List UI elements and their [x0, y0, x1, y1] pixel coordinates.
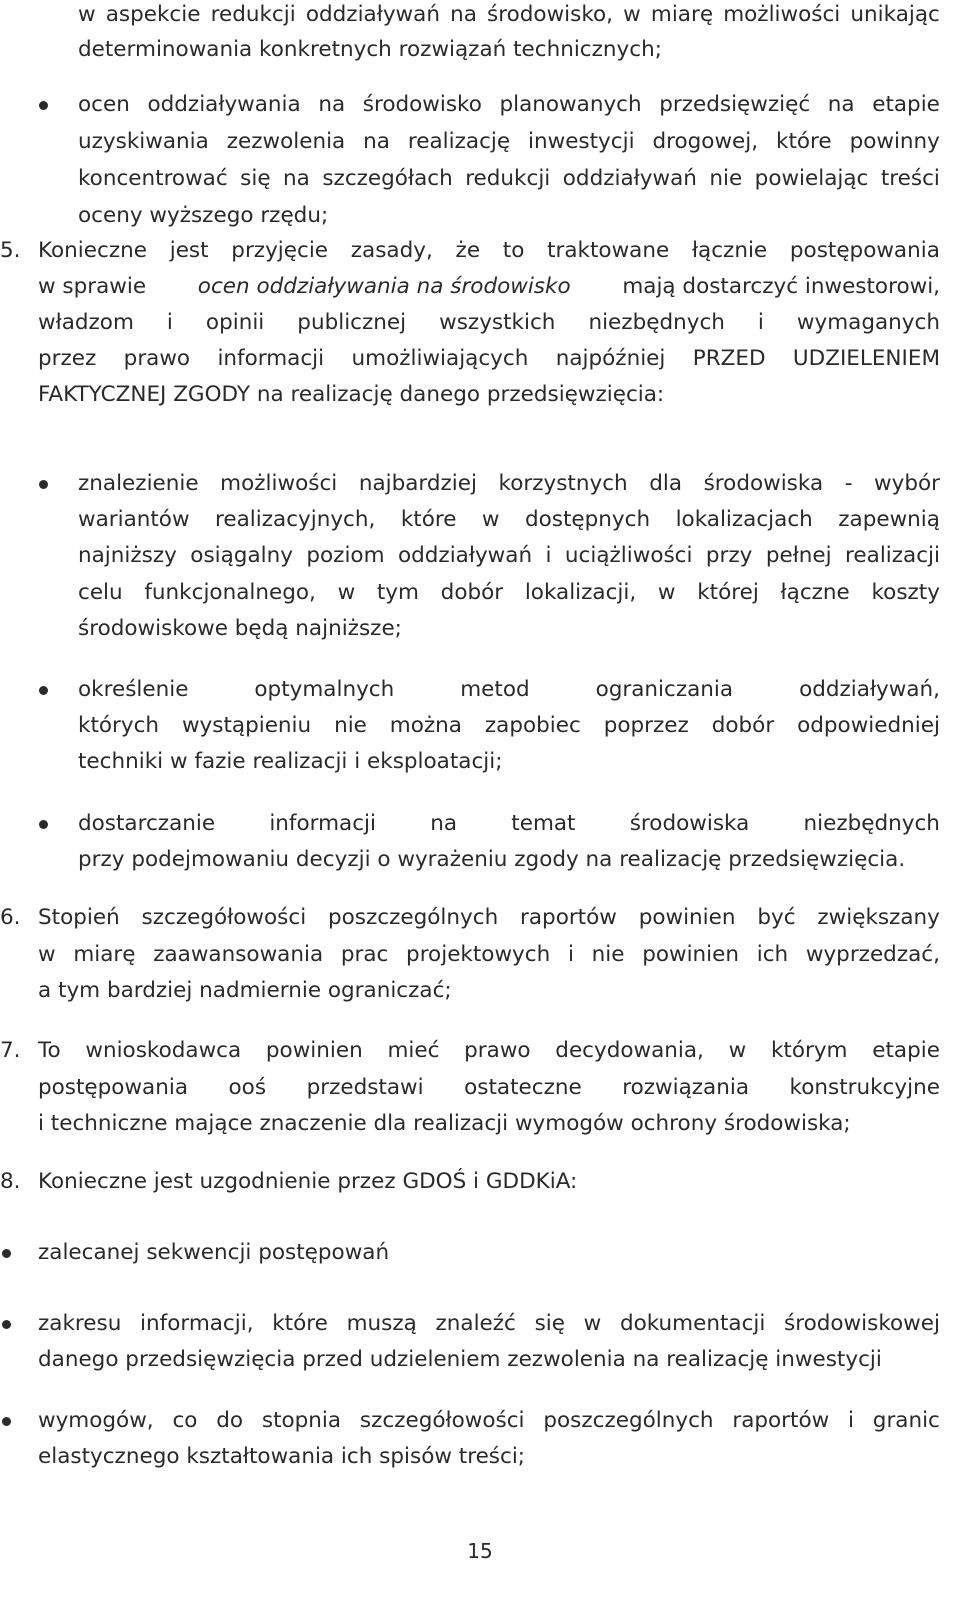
- text-line: środowiskowe będą najniższe;: [78, 616, 402, 641]
- text-run: w sprawie: [38, 274, 147, 299]
- text-line: w miarę zaawansowania prac projektowych i nie powinien ich wyprzedzać,: [38, 942, 940, 967]
- text-run: mają dostarczyć inwestorowi,: [622, 274, 940, 299]
- text-line: koncentrować się na szczegółach redukcji oddziaływań nie powielając treści: [78, 166, 940, 191]
- text-line: postępowania ooś przedstawi ostateczne rozwiązania konstrukcyjne: [38, 1075, 940, 1100]
- text-line: determinowania konkretnych rozwiązań technicznych;: [78, 37, 662, 62]
- bullet-icon: [39, 480, 48, 489]
- text-line: oceny wyższego rzędu;: [78, 203, 329, 228]
- text-line: FAKTYCZNEJ ZGODY na realizację danego przedsięwzięcia:: [38, 382, 665, 407]
- text-line: znalezienie możliwości najbardziej korzystnych dla środowiska - wybór: [78, 471, 940, 496]
- text-line: Stopień szczegółowości poszczególnych raportów powinien być zwiększany: [38, 905, 940, 930]
- text-line: Konieczne jest przyjęcie zasady, że to traktowane łącznie postępowania: [38, 238, 940, 263]
- text-line: przy podejmowaniu decyzji o wyrażeniu zgody na realizację przedsięwzięcia.: [78, 847, 906, 872]
- text-line-with-emphasis: [38, 272, 940, 302]
- bullet-icon: [39, 686, 48, 695]
- text-line: danego przedsięwzięcia przed udzieleniem zezwolenia na realizację inwestycji: [38, 1347, 882, 1372]
- text-line: dostarczanie informacji na temat środowiska niezbędnych: [78, 811, 940, 836]
- text-line: określenie optymalnych metod ograniczania oddziaływań,: [78, 677, 940, 702]
- list-number: 6.: [0, 905, 21, 930]
- text-line: uzyskiwania zezwolenia na realizację inwestycji drogowej, które powinny: [78, 129, 940, 154]
- text-line: a tym bardziej nadmiernie ograniczać;: [38, 978, 452, 1003]
- bullet-icon: [2, 1249, 11, 1258]
- text-line: elastycznego kształtowania ich spisów treści;: [38, 1444, 526, 1469]
- text-line: władzom i opinii publicznej wszystkich niezbędnych i wymaganych: [38, 310, 940, 335]
- list-number: 8.: [0, 1169, 21, 1194]
- emphasis-text: ocen oddziaływania na środowisko: [197, 274, 571, 299]
- text-line: wymogów, co do stopnia szczegółowości poszczególnych raportów i granic: [38, 1408, 940, 1433]
- text-line: ocen oddziaływania na środowisko planowanych przedsięwzięć na etapie: [78, 92, 940, 117]
- text-line: w aspekcie redukcji oddziaływań na środowisko, w miarę możliwości unikając: [78, 2, 940, 27]
- text-line: przez prawo informacji umożliwiających najpóźniej PRZED UDZIELENIEM: [38, 346, 940, 371]
- text-line: zalecanej sekwencji postępowań: [38, 1240, 390, 1265]
- text-line: wariantów realizacyjnych, które w dostępnych lokalizacjach zapewnią: [78, 507, 940, 532]
- text-line: To wnioskodawca powinien mieć prawo decydowania, w którym etapie: [38, 1038, 940, 1063]
- bullet-icon: [39, 101, 48, 110]
- list-number: 7.: [0, 1038, 21, 1063]
- bullet-icon: [2, 1417, 11, 1426]
- list-number: 5.: [0, 238, 21, 263]
- text-line: i techniczne mające znaczenie dla realizacji wymogów ochrony środowiska;: [38, 1111, 851, 1136]
- page-number: 15: [467, 1539, 493, 1563]
- text-line: techniki w fazie realizacji i eksploatacji;: [78, 749, 503, 774]
- bullet-icon: [39, 820, 48, 829]
- text-line: zakresu informacji, które muszą znaleźć się w dokumentacji środowiskowej: [38, 1311, 940, 1336]
- text-line: celu funkcjonalnego, w tym dobór lokalizacji, w której łączne koszty: [78, 580, 940, 605]
- text-line: Konieczne jest uzgodnienie przez GDOŚ i GDDKiA:: [38, 1169, 578, 1194]
- text-line: najniższy osiągalny poziom oddziaływań i uciążliwości przy pełnej realizacji: [78, 543, 940, 568]
- bullet-icon: [2, 1320, 11, 1329]
- text-line: których wystąpieniu nie można zapobiec poprzez dobór odpowiedniej: [78, 713, 940, 738]
